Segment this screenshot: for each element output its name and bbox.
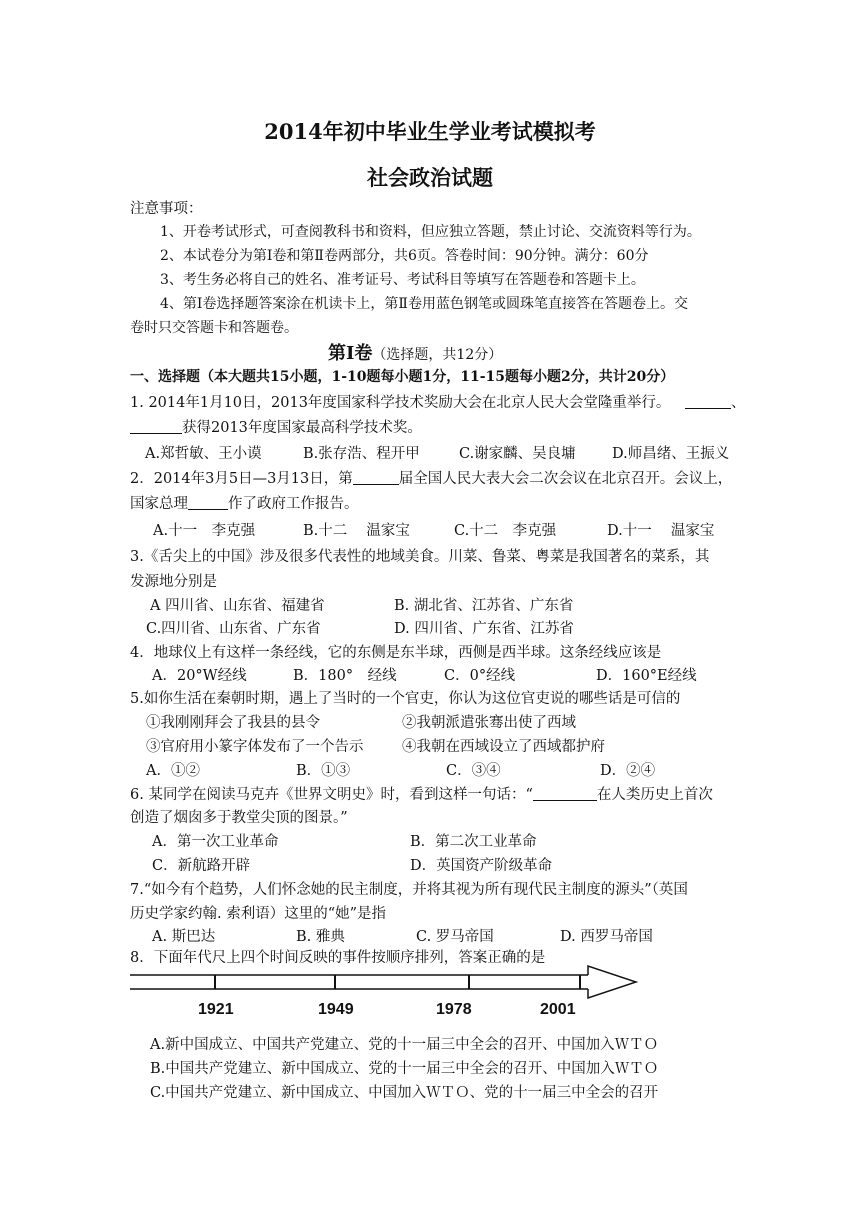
q5-option-d: D．②④: [600, 763, 656, 779]
q1-line1: [130, 391, 746, 412]
q8-option-a: A.新中国成立、中国共产党建立、党的十一届三中全会的召开、中国加入ＷＴＯ: [150, 1037, 659, 1053]
q6-blank: [533, 786, 597, 801]
q4-line1: 4．地球仪上有这样一条经线，它的东侧是东半球，西侧是西半球。这条经线应该是: [130, 645, 662, 661]
part1-heading: [328, 339, 502, 365]
q6-text-1a: 6. 某同学在阅读马克卉《世界文明史》时，看到这样一句话：“: [130, 787, 533, 803]
q5-statement-4: ④我朝在西域设立了西域都护府: [402, 739, 605, 755]
q6-option-b: B．第二次工业革命: [410, 834, 537, 850]
q5-option-a: A．①②: [146, 763, 200, 779]
notice-item-3: 3、考生务必将自己的姓名、准考证号、考试科目等填写在答题卷和答题卡上。: [160, 272, 645, 288]
q3-option-d: D. 四川省、广东省、江苏省: [394, 621, 574, 637]
q5-statement-1: ①我刚刚拜会了我县的县令: [146, 715, 320, 731]
q2-blank-1: [353, 470, 399, 485]
q5-statement-2: ②我朝派遣张骞出使了西域: [402, 715, 576, 731]
q2-option-a: A.十一 李克强: [153, 523, 256, 539]
q1-option-d: D.师昌绪、王振义: [612, 446, 730, 462]
q7-line1: 7.“如今有个趋势，人们怀念她的民主制度，并将其视为所有现代民主制度的源头”（英国: [130, 882, 688, 898]
q6-text-1b: 在人类历史上首次: [596, 787, 713, 803]
q2-line2: [130, 492, 359, 513]
q2-text-2a: 国家总理: [130, 496, 188, 512]
q2-line1: [130, 467, 732, 488]
q5-line1: 5.如你生活在秦朝时期，遇上了当时的一个官吏，你认为这位官吏说的哪些话是可信的: [130, 691, 681, 707]
q1-separator: 、: [731, 395, 746, 411]
q1-text: 1. 2014年1月10日，2013年度国家科学技术奖励大会在北京人民大会堂隆重举行。: [130, 395, 671, 411]
notice-item-4-cont: 卷时只交答题卡和答题卷。: [130, 320, 298, 336]
part1-note: （选择题，共12分）: [372, 347, 503, 363]
q2-text-1a: 2．2014年3月5日—3月13日，第: [130, 471, 353, 487]
q6-option-d: D．英国资产阶级革命: [410, 858, 553, 874]
notice-heading: 注意事项：: [130, 201, 203, 217]
section1-title: 一、选择题（本大题共15小题，1-10题每小题1分，11-15题每小题2分，共计20分）: [130, 369, 675, 385]
q3-line1: 3.《舌尖上的中国》涉及很多代表性的地域美食。川菜、鲁菜、粤菜是我国著名的菜系，其: [130, 549, 710, 565]
q3-option-a: A 四川省、山东省、福建省: [150, 598, 325, 614]
q7-option-c: C. 罗马帝国: [416, 929, 494, 945]
q2-option-b: B.十二 温家宝: [303, 523, 410, 539]
notice-item-2: 2、本试卷分为第Ⅰ卷和第Ⅱ卷两部分，共6页。答卷时间：90分钟。满分：60分: [160, 248, 649, 264]
q8-option-b: B.中国共产党建立、新中国成立、党的十一届三中全会的召开、中国加入ＷＴＯ: [150, 1061, 659, 1077]
timeline-label-2001: 2001: [540, 1001, 576, 1018]
q1-option-c: C.谢家麟、吴良墉: [459, 446, 576, 462]
q1-option-b: B.张存浩、程开甲: [303, 446, 420, 462]
q8-line1: 8．下面年代尺上四个时间反映的事件按顺序排列，答案正确的是: [130, 950, 546, 966]
q2-blank-2: [188, 495, 228, 510]
q4-option-d: D．160°E经线: [596, 668, 697, 684]
q7-line2: 历史学家约翰. 索利语）这里的“她”是指: [130, 906, 387, 922]
q3-option-c: C.四川省、山东省、广东省: [146, 621, 321, 637]
q6-line2: 创造了烟囱多于教堂尖顶的图景。”: [130, 810, 348, 826]
q6-option-a: A．第一次工业革命: [152, 834, 279, 850]
timeline-label-1921: 1921: [198, 1001, 234, 1018]
page-title: 2014年初中毕业生学业考试模拟考: [264, 119, 596, 144]
q4-option-b: B．180° 经线: [293, 668, 397, 684]
timeline-label-1949: 1949: [318, 1001, 354, 1018]
page-subtitle: 社会政治试题: [367, 165, 493, 190]
q3-line2: 发源地分别是: [130, 574, 217, 590]
q3-option-b: B. 湖北省、江苏省、广东省: [394, 598, 574, 614]
q1-blank-1: [685, 394, 731, 409]
q7-option-b: B. 雅典: [296, 929, 345, 945]
q7-option-a: A. 斯巴达: [152, 929, 216, 945]
q1-line2: [130, 416, 422, 437]
q4-option-c: C．0°经线: [444, 668, 516, 684]
q1-option-a: A.郑哲敏、王小谟: [145, 446, 262, 462]
q5-option-b: B．①③: [296, 763, 351, 779]
q4-option-a: A．20°W经线: [152, 668, 247, 684]
q1-text-2: 获得2013年度国家最高科学技术奖。: [182, 420, 422, 436]
q2-option-c: C.十二 李克强: [454, 523, 557, 539]
q8-option-c: C.中国共产党建立、新中国成立、中国加入ＷＴＯ、党的十一届三中全会的召开: [150, 1085, 659, 1101]
q6-line1: [130, 783, 713, 804]
notice-item-1: 1、开卷考试形式，可查阅教科书和资料，但应独立答题，禁止讨论、交流资料等行为。: [160, 224, 701, 240]
q2-option-d: D.十一 温家宝: [607, 523, 715, 539]
part1-title: 第Ⅰ卷: [328, 343, 373, 364]
q5-option-c: C．③④: [446, 763, 501, 779]
timeline-ruler: [120, 960, 650, 1004]
q1-blank-2: [130, 419, 182, 434]
timeline-arrow-head: [588, 966, 636, 998]
timeline-label-1978: 1978: [436, 1001, 472, 1018]
q6-option-c: C．新航路开辟: [152, 858, 251, 874]
q2-text-1b: 届全国人民大表大会二次会议在北京召开。会议上，: [398, 471, 733, 487]
notice-item-4: 4、第Ⅰ卷选择题答案涂在机读卡上，第Ⅱ卷用蓝色钢笔或圆珠笔直接答在答题卷上。交: [160, 296, 688, 312]
q7-option-d: D. 西罗马帝国: [560, 929, 653, 945]
q2-text-2b: 作了政府工作报告。: [228, 496, 359, 512]
q5-statement-3: ③官府用小篆字体发布了一个告示: [146, 739, 364, 755]
